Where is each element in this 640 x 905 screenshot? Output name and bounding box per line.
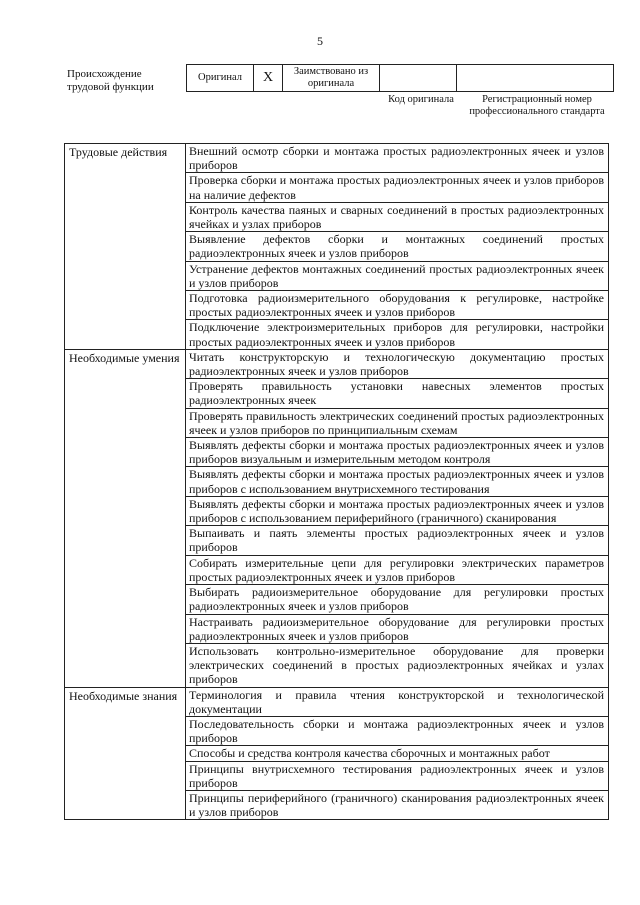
section-item: Принципы периферийного (граничного) сканирования радиоэлектронных ячеек и узлов приборов bbox=[186, 790, 609, 819]
section-item: Последовательность сборки и монтажа радиоэлектронных ячеек и узлов приборов bbox=[186, 716, 609, 745]
section-item: Выявление дефектов сборки и монтажных соединений простых радиоэлектронных ячеек и узлов приборов bbox=[186, 232, 609, 261]
table-row bbox=[65, 144, 609, 173]
section-item: Внешний осмотр сборки и монтажа простых радиоэлектронных ячеек и узлов приборов bbox=[186, 144, 609, 173]
function-table bbox=[64, 143, 609, 820]
section-title: Необходимые знания bbox=[65, 687, 186, 820]
section-item: Выбирать радиоизмерительное оборудование для регулировки простых радиоэлектронных ячеек и узлов приборов bbox=[186, 585, 609, 614]
section-item: Проверка сборки и монтажа простых радиоэлектронных ячеек и узлов приборов на наличие дефектов bbox=[186, 173, 609, 202]
original-code-cell bbox=[380, 65, 457, 92]
section-item: Настраивать радиоизмерительное оборудование для регулировки простых радиоэлектронных ячеек и узлов приборов bbox=[186, 614, 609, 643]
section-item: Собирать измерительные цепи для регулировки электрических параметров простых радиоэлектронных ячеек и узлов приборов bbox=[186, 555, 609, 584]
table-row bbox=[65, 349, 609, 378]
section-item: Подготовка радиоизмерительного оборудования к регулировке, настройке простых радиоэлектронных ячеек и узлов приборов bbox=[186, 291, 609, 320]
origin-table bbox=[186, 64, 614, 92]
section-item: Способы и средства контроля качества сборочных и монтажных работ bbox=[186, 746, 609, 761]
section-item: Использовать контрольно-измерительное оборудование для проверки электрических соединений в простых радиоэлектронных ячейках и узлах приборов bbox=[186, 643, 609, 687]
table-row bbox=[65, 687, 609, 716]
borrowed-label: Заимствовано из оригинала bbox=[283, 65, 380, 92]
section-item: Выявлять дефекты сборки и монтажа простых радиоэлектронных ячеек и узлов приборов визуальным и измерительным методом контроля bbox=[186, 438, 609, 467]
origin-label: Происхождение трудовой функции bbox=[67, 68, 154, 93]
section-item: Принципы внутрисхемного тестирования радиоэлектронных ячеек и узлов приборов bbox=[186, 761, 609, 790]
section-title: Необходимые умения bbox=[65, 349, 186, 687]
section-item: Читать конструкторскую и технологическую документацию простых радиоэлектронных ячеек и узлов приборов bbox=[186, 349, 609, 378]
section-item: Терминология и правила чтения конструкторской и технологической документации bbox=[186, 687, 609, 716]
code-caption: Код оригинала bbox=[388, 94, 454, 105]
section-item: Контроль качества паяных и сварных соединений в простых радиоэлектронных ячейках и узлах приборов bbox=[186, 202, 609, 231]
section-item: Выявлять дефекты сборки и монтажа простых радиоэлектронных ячеек и узлов приборов с использованием внутрисхемного тестирования bbox=[186, 467, 609, 496]
page-number: 5 bbox=[317, 34, 323, 48]
section-title: Трудовые действия bbox=[65, 144, 186, 350]
section-item: Устранение дефектов монтажных соединений простых радиоэлектронных ячеек и узлов приборов bbox=[186, 261, 609, 290]
section-item: Проверять правильность установки навесных элементов простых радиоэлектронных ячеек bbox=[186, 379, 609, 408]
section-item: Выпаивать и паять элементы простых радиоэлектронных ячеек и узлов приборов bbox=[186, 526, 609, 555]
section-item: Проверять правильность электрических соединений простых радиоэлектронных ячеек и узлов приборов по принципиальным схемам bbox=[186, 408, 609, 437]
registration-caption: Регистрационный номер профессионального стандарта bbox=[469, 94, 605, 117]
original-label: Оригинал bbox=[187, 65, 254, 92]
section-item: Выявлять дефекты сборки и монтажа простых радиоэлектронных ячеек и узлов приборов с использованием периферийного (граничного) сканирования bbox=[186, 496, 609, 525]
original-mark: X bbox=[254, 65, 283, 92]
section-item: Подключение электроизмерительных приборов для регулировки, настройки простых радиоэлектронных ячеек и узлов приборов bbox=[186, 320, 609, 349]
registration-number-cell bbox=[457, 65, 614, 92]
